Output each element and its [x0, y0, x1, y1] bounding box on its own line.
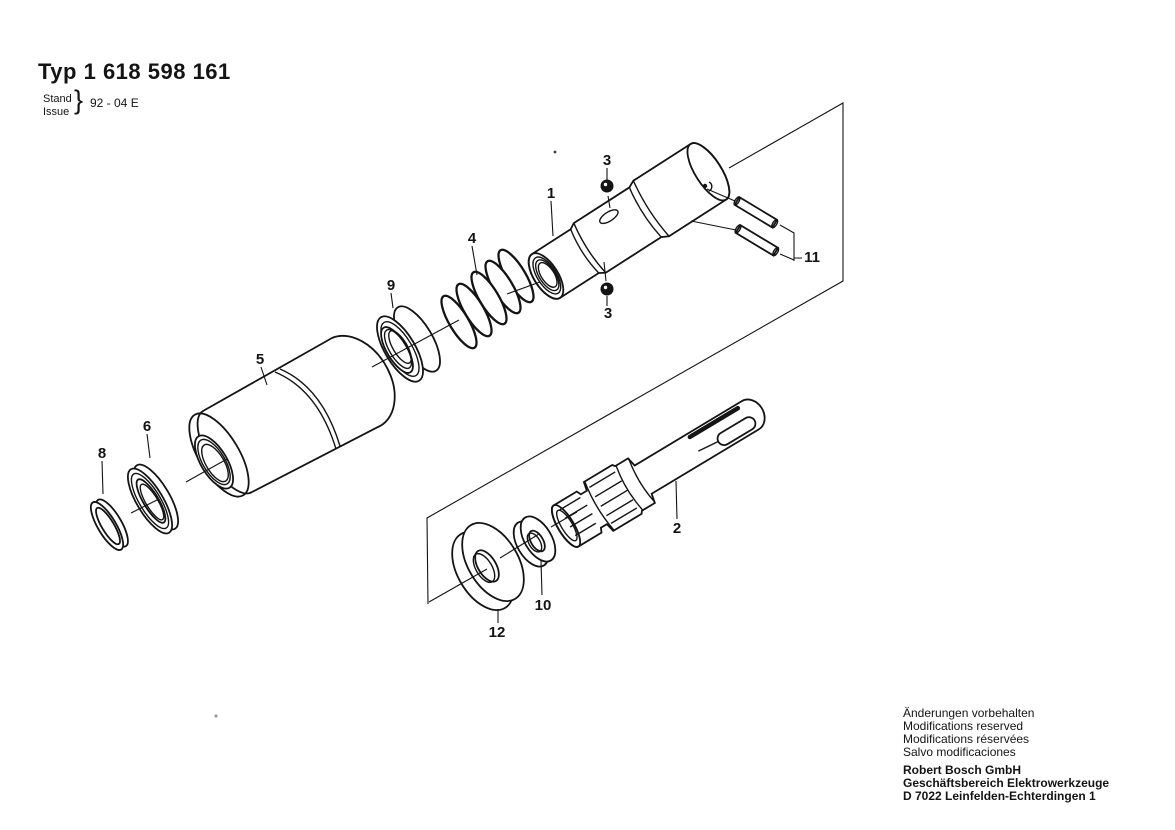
callout-part-11: 11	[804, 249, 820, 266]
part-4-compression-spring	[435, 245, 539, 352]
footer-notice-de: Änderungen vorbehalten	[903, 706, 1035, 720]
callout-part-9: 9	[386, 277, 396, 294]
callout-part-4: 4	[467, 230, 477, 247]
revision-brace: }	[74, 85, 84, 115]
callout-part-10: 10	[534, 597, 552, 614]
ball-top	[601, 180, 614, 193]
revision-value: 92 - 04 E	[90, 96, 139, 110]
page-header	[38, 59, 231, 118]
revision-issue-label: Issue	[43, 106, 70, 118]
footer-notice-fr: Modifications réservées	[903, 732, 1030, 746]
pin-lower	[734, 224, 780, 256]
revision-stand-label: Stand	[43, 93, 72, 105]
part-2-spindle-shaft	[544, 384, 776, 555]
callout-part-12: 12	[488, 624, 506, 641]
footer-notice-en: Modifications reserved	[903, 719, 1024, 733]
callout-part-2: 2	[672, 520, 682, 537]
callout-part-8: 8	[97, 445, 107, 462]
callout-part-3-bottom: 3	[603, 305, 613, 322]
callout-part-1: 1	[546, 185, 556, 202]
part-5-hammer-sleeve	[178, 336, 395, 506]
callout-part-6: 6	[142, 418, 152, 435]
footer-company-division: Geschäftsbereich Elektrowerkzeuge	[903, 776, 1110, 790]
part-6-seal-ring	[120, 459, 186, 540]
part-8-o-ring	[85, 495, 133, 554]
callout-part-5: 5	[255, 351, 265, 368]
footer-notice-es: Salvo modificaciones	[903, 745, 1016, 759]
footer-company-address: D 7022 Leinfelden-Echterdingen 1	[903, 789, 1096, 803]
pin-upper	[733, 196, 779, 228]
ball-bottom	[601, 283, 614, 296]
page-footer	[903, 706, 1109, 803]
callout-part-3-top: 3	[602, 152, 612, 169]
pin-hole-dot	[703, 184, 707, 188]
page-title: Typ 1 618 598 161	[38, 59, 231, 84]
footer-company-name: Robert Bosch GmbH	[903, 763, 1022, 777]
